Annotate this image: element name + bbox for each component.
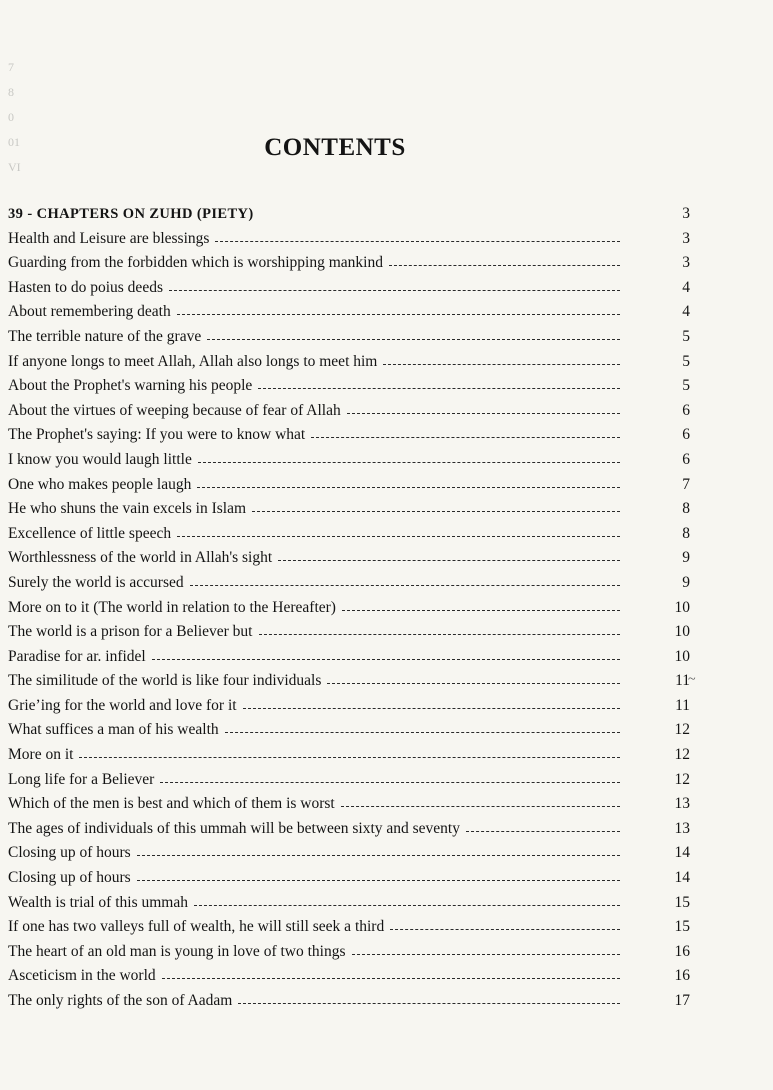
toc-entry <box>8 940 688 965</box>
dot-leader <box>352 954 620 955</box>
toc-entry <box>8 694 688 719</box>
toc-page-number: 14 <box>674 869 690 887</box>
toc-entry <box>8 423 688 448</box>
dot-leader <box>341 806 620 807</box>
toc-entry-title: The terrible nature of the grave <box>8 327 202 345</box>
toc-entry <box>8 841 688 866</box>
toc-entry <box>8 350 688 375</box>
toc-page-number: 5 <box>682 377 690 395</box>
dot-leader <box>79 757 620 758</box>
dot-leader <box>177 536 620 537</box>
toc-entry-title: Paradise for ar. infidel <box>8 647 146 665</box>
toc-entry <box>8 300 688 325</box>
toc-page-number: 4 <box>682 303 690 321</box>
toc-entry-title: Grie’ing for the world and love for it <box>8 696 237 714</box>
toc-entry-title: Asceticism in the world <box>8 967 156 985</box>
toc-entry-title: One who makes people laugh <box>8 475 192 493</box>
toc-chapter-heading <box>8 202 688 227</box>
dot-leader <box>198 462 620 463</box>
toc-entry-title: If one has two valleys full of wealth, he will still seek a third <box>8 918 385 936</box>
dot-leader <box>137 855 620 856</box>
dot-leader <box>278 560 620 561</box>
toc-entry-title: Hasten to do poius deeds <box>8 278 163 296</box>
toc-entry-title: The ages of individuals of this ummah will be between sixty and seventy <box>8 819 460 837</box>
dot-leader <box>347 413 620 414</box>
toc-entry <box>8 325 688 350</box>
toc-page-number: 8 <box>682 524 690 542</box>
toc-entry <box>8 497 688 522</box>
toc-page-number: 17 <box>674 992 690 1009</box>
toc-entry <box>8 743 688 768</box>
toc-entry-title: Health and Leisure are blessings <box>8 229 210 247</box>
toc-page-number: 3 <box>682 254 690 272</box>
toc-entry-title: I know you would laugh little <box>8 450 192 468</box>
toc-page-number: 13 <box>674 819 690 837</box>
toc-entry-title: The only rights of the son of Aadam <box>8 992 233 1009</box>
toc-entry-title: The similitude of the world is like four individuals <box>8 672 322 690</box>
toc-entry-title: The heart of an old man is young in love of two things <box>8 942 346 960</box>
stray-mark: ~ <box>688 672 696 687</box>
margin-mark: 8 <box>8 85 14 99</box>
toc-entry-title: Worthlessness of the world in Allah's sight <box>8 549 273 567</box>
toc-entry <box>8 546 688 571</box>
dot-leader <box>252 511 620 512</box>
dot-leader <box>177 314 620 315</box>
dot-leader <box>169 290 620 291</box>
toc-entry <box>8 399 688 424</box>
toc-entry <box>8 251 688 276</box>
toc-page-number: 9 <box>682 573 690 591</box>
toc-entry <box>8 817 688 842</box>
dot-leader <box>225 732 620 733</box>
toc-entry-title: Long life for a Believer <box>8 770 155 788</box>
toc-entry <box>8 669 688 694</box>
toc-entry <box>8 768 688 793</box>
dot-leader <box>197 487 620 488</box>
toc-page-number: 14 <box>674 844 690 862</box>
toc-entry-title: Wealth is trial of this ummah <box>8 893 188 911</box>
toc-entry <box>8 989 688 1014</box>
table-of-contents <box>8 202 688 1014</box>
toc-entry-title: More on it <box>8 746 74 764</box>
toc-page-number: 15 <box>674 918 690 936</box>
dot-leader <box>390 929 620 930</box>
toc-page-number: 3 <box>682 229 690 247</box>
toc-page-number: 6 <box>682 401 690 419</box>
toc-entry-title: 39 - CHAPTERS ON ZUHD (PIETY) <box>8 206 254 222</box>
toc-entry <box>8 473 688 498</box>
toc-page-number: 7 <box>682 475 690 493</box>
toc-entry <box>8 596 688 621</box>
dot-leader <box>190 585 620 586</box>
toc-entry <box>8 964 688 989</box>
toc-entry-title: About remembering death <box>8 303 171 321</box>
toc-page-number: 10 <box>674 647 690 665</box>
toc-page-number: 9 <box>682 549 690 567</box>
dot-leader <box>466 831 620 832</box>
dot-leader <box>389 265 620 266</box>
toc-entry <box>8 374 688 399</box>
toc-page-number: 15 <box>674 893 690 911</box>
toc-page-number: 16 <box>674 942 690 960</box>
dot-leader <box>215 241 620 242</box>
toc-page-number: 5 <box>682 352 690 370</box>
dot-leader <box>137 880 620 881</box>
toc-entry-title: The world is a prison for a Believer but <box>8 623 253 641</box>
toc-entry-title: Which of the men is best and which of them is worst <box>8 795 335 813</box>
toc-entry-title: More on to it (The world in relation to the Hereafter) <box>8 598 336 616</box>
toc-page-number: 11 <box>675 696 690 714</box>
dot-leader <box>162 978 620 979</box>
toc-page-number: 12 <box>674 770 690 788</box>
dot-leader <box>238 1003 620 1004</box>
toc-entry-title: About the Prophet's warning his people <box>8 377 253 395</box>
page-title: CONTENTS <box>264 134 406 161</box>
toc-entry <box>8 866 688 891</box>
toc-entry <box>8 891 688 916</box>
toc-entry-title: The Prophet's saying: If you were to know what <box>8 426 306 444</box>
toc-entry-title: Closing up of hours <box>8 869 131 887</box>
toc-entry-title: What suffices a man of his wealth <box>8 721 219 739</box>
toc-page-number: 3 <box>682 205 690 222</box>
toc-entry <box>8 448 688 473</box>
dot-leader <box>383 364 620 365</box>
toc-page-number: 6 <box>682 426 690 444</box>
margin-mark: 0 <box>8 110 14 124</box>
dot-leader <box>259 634 620 635</box>
toc-entry-title: Closing up of hours <box>8 844 131 862</box>
toc-entry <box>8 915 688 940</box>
toc-entry-title: Excellence of little speech <box>8 524 172 542</box>
toc-page-number: 4 <box>682 278 690 296</box>
toc-entry <box>8 792 688 817</box>
toc-entry-title: Surely the world is accursed <box>8 573 184 591</box>
dot-leader <box>152 659 620 660</box>
dot-leader <box>194 905 620 906</box>
margin-mark: VI <box>8 160 21 174</box>
toc-page-number: 11 <box>675 672 690 690</box>
dot-leader <box>342 610 620 611</box>
dot-leader <box>327 683 620 684</box>
dot-leader <box>160 782 620 783</box>
toc-page-number: 16 <box>674 967 690 985</box>
toc-page-number: 10 <box>674 598 690 616</box>
margin-mark: 01 <box>8 135 20 149</box>
toc-page-number: 10 <box>674 623 690 641</box>
toc-page-number: 5 <box>682 327 690 345</box>
toc-entry-title: If anyone longs to meet Allah, Allah also longs to meet him <box>8 352 378 370</box>
toc-entry <box>8 522 688 547</box>
dot-leader <box>258 388 620 389</box>
toc-entry-title: He who shuns the vain excels in Islam <box>8 500 247 518</box>
toc-entry <box>8 276 688 301</box>
toc-entry-title: Guarding from the forbidden which is worshipping mankind <box>8 254 383 272</box>
dot-leader <box>243 708 620 709</box>
toc-page-number: 6 <box>682 450 690 468</box>
toc-entry <box>8 645 688 670</box>
dot-leader <box>207 339 620 340</box>
toc-page-number: 13 <box>674 795 690 813</box>
toc-entry <box>8 620 688 645</box>
margin-mark: 7 <box>8 60 14 74</box>
toc-page-number: 12 <box>674 721 690 739</box>
toc-entry <box>8 718 688 743</box>
toc-entry <box>8 227 688 252</box>
toc-page-number: 8 <box>682 500 690 518</box>
dot-leader <box>311 437 620 438</box>
toc-entry-title: About the virtues of weeping because of fear of Allah <box>8 401 341 419</box>
toc-entry <box>8 571 688 596</box>
toc-page-number: 12 <box>674 746 690 764</box>
